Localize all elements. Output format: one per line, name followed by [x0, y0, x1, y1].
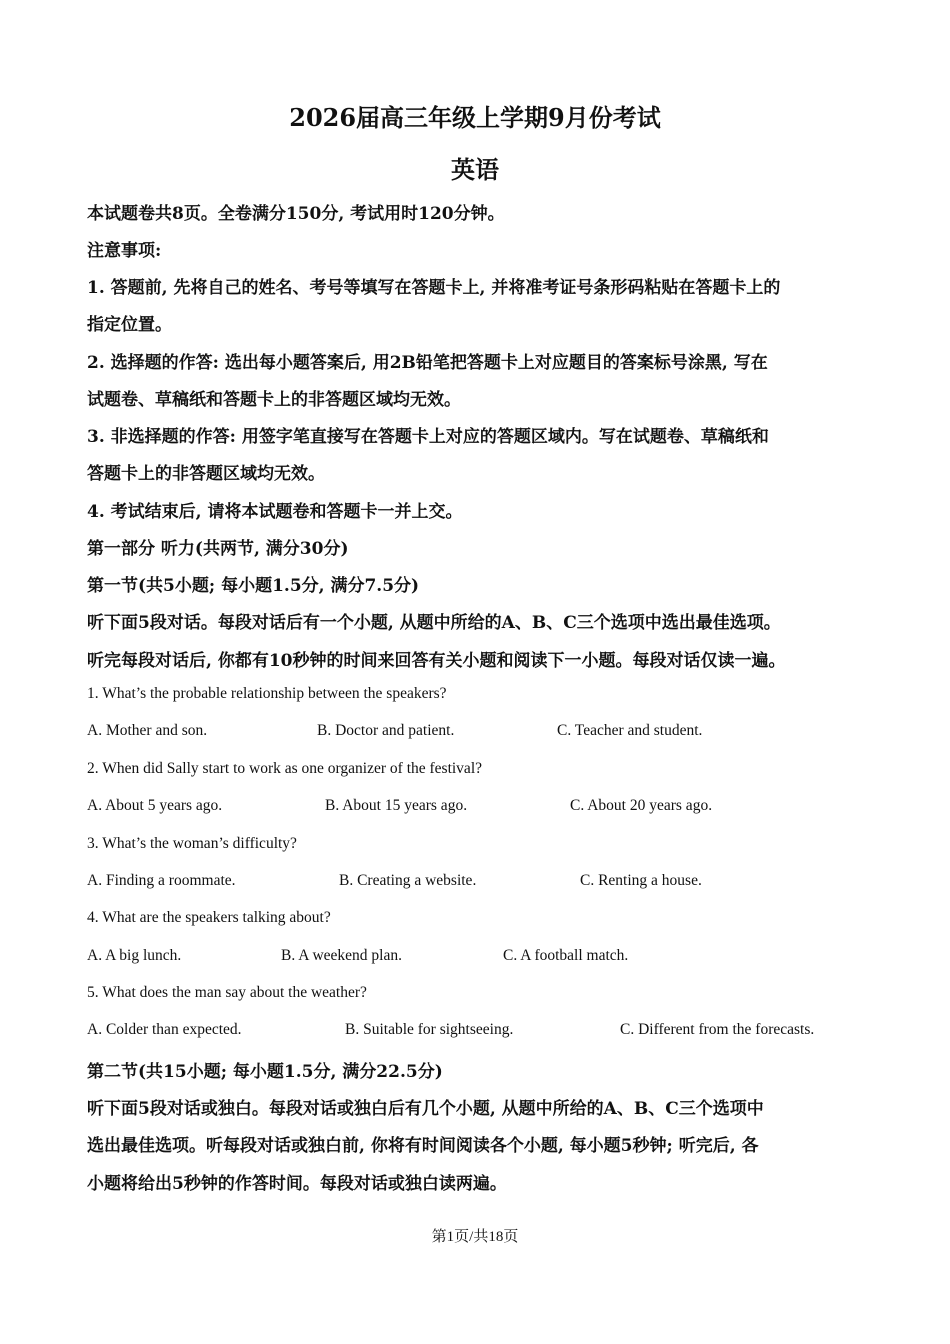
note-1-line-1: 1. 答题前, 先将自己的姓名、考号等填写在答题卡上, 并将准考证号条形码粘贴在答题卡上的	[87, 278, 781, 298]
note-2-line-2: 试题卷、草稿纸和答题卡上的非答题区域均无效。	[87, 390, 461, 410]
question-2-option-b: B. About 15 years ago.	[325, 797, 468, 814]
question-4-option-b: B. A weekend plan.	[281, 947, 402, 964]
question-3-option-a: A. Finding a roommate.	[87, 872, 236, 889]
question-5-option-b: B. Suitable for sightseeing.	[345, 1021, 514, 1038]
question-4-option-c: C. A football match.	[503, 947, 629, 964]
part-1-heading: 第一部分 听力(共两节, 满分30分)	[87, 539, 349, 559]
section-1-instruction-line-2: 听完每段对话后, 你都有10秒钟的时间来回答有关小题和阅读下一小题。每段对话仅读一遍。	[87, 651, 786, 671]
section-2-instruction-line-2: 选出最佳选项。听每段对话或独白前, 你将有时间阅读各个小题, 每小题5秒钟; 听完后, 各	[87, 1136, 759, 1156]
notes-heading: 注意事项:	[87, 241, 162, 261]
question-3: 3. What’s the woman’s difficulty?	[87, 835, 297, 852]
question-1-option-a: A. Mother and son.	[87, 722, 208, 739]
question-5-option-a: A. Colder than expected.	[87, 1021, 242, 1038]
section-2-instruction-line-1: 听下面5段对话或独白。每段对话或独白后有几个小题, 从题中所给的A、B、C三个选项中	[87, 1099, 764, 1119]
question-1-option-b: B. Doctor and patient.	[317, 722, 455, 739]
subject-title: 英语	[451, 155, 499, 184]
section-1-instruction-line-1: 听下面5段对话。每段对话后有一个小题, 从题中所给的A、B、C三个选项中选出最佳选项。	[87, 613, 781, 633]
note-2-line-1: 2. 选择题的作答: 选出每小题答案后, 用2B铅笔把答题卡上对应题目的答案标号涂黑, 写在	[87, 353, 768, 373]
note-3-line-1: 3. 非选择题的作答: 用签字笔直接写在答题卡上对应的答题区域内。写在试题卷、草稿纸和	[87, 427, 769, 447]
exam-title: 2026届高三年级上学期9月份考试	[289, 103, 661, 132]
note-3-line-2: 答题卡上的非答题区域均无效。	[87, 464, 325, 484]
note-4: 4. 考试结束后, 请将本试题卷和答题卡一并上交。	[87, 502, 463, 522]
question-2: 2. When did Sally start to work as one organizer of the festival?	[87, 760, 483, 777]
question-5: 5. What does the man say about the weather?	[87, 984, 367, 1001]
question-1: 1. What’s the probable relationship between the speakers?	[87, 685, 447, 702]
exam-summary: 本试题卷共8页。全卷满分150分, 考试用时120分钟。	[87, 204, 505, 224]
note-1-line-2: 指定位置。	[87, 315, 172, 335]
section-1-heading: 第一节(共5小题; 每小题1.5分, 满分7.5分)	[87, 576, 420, 596]
question-5-option-c: C. Different from the forecasts.	[620, 1021, 815, 1038]
section-2-heading: 第二节(共15小题; 每小题1.5分, 满分22.5分)	[87, 1062, 443, 1082]
section-2-instruction-line-3: 小题将给出5秒钟的作答时间。每段对话或独白读两遍。	[87, 1174, 507, 1194]
question-4-option-a: A. A big lunch.	[87, 947, 182, 964]
question-1-option-c: C. Teacher and student.	[557, 722, 703, 739]
page-number: 第1页/共18页	[431, 1229, 519, 1245]
question-3-option-b: B. Creating a website.	[339, 872, 477, 889]
question-2-option-c: C. About 20 years ago.	[570, 797, 713, 814]
question-4: 4. What are the speakers talking about?	[87, 909, 331, 926]
question-2-option-a: A. About 5 years ago.	[87, 797, 223, 814]
question-3-option-c: C. Renting a house.	[580, 872, 702, 889]
